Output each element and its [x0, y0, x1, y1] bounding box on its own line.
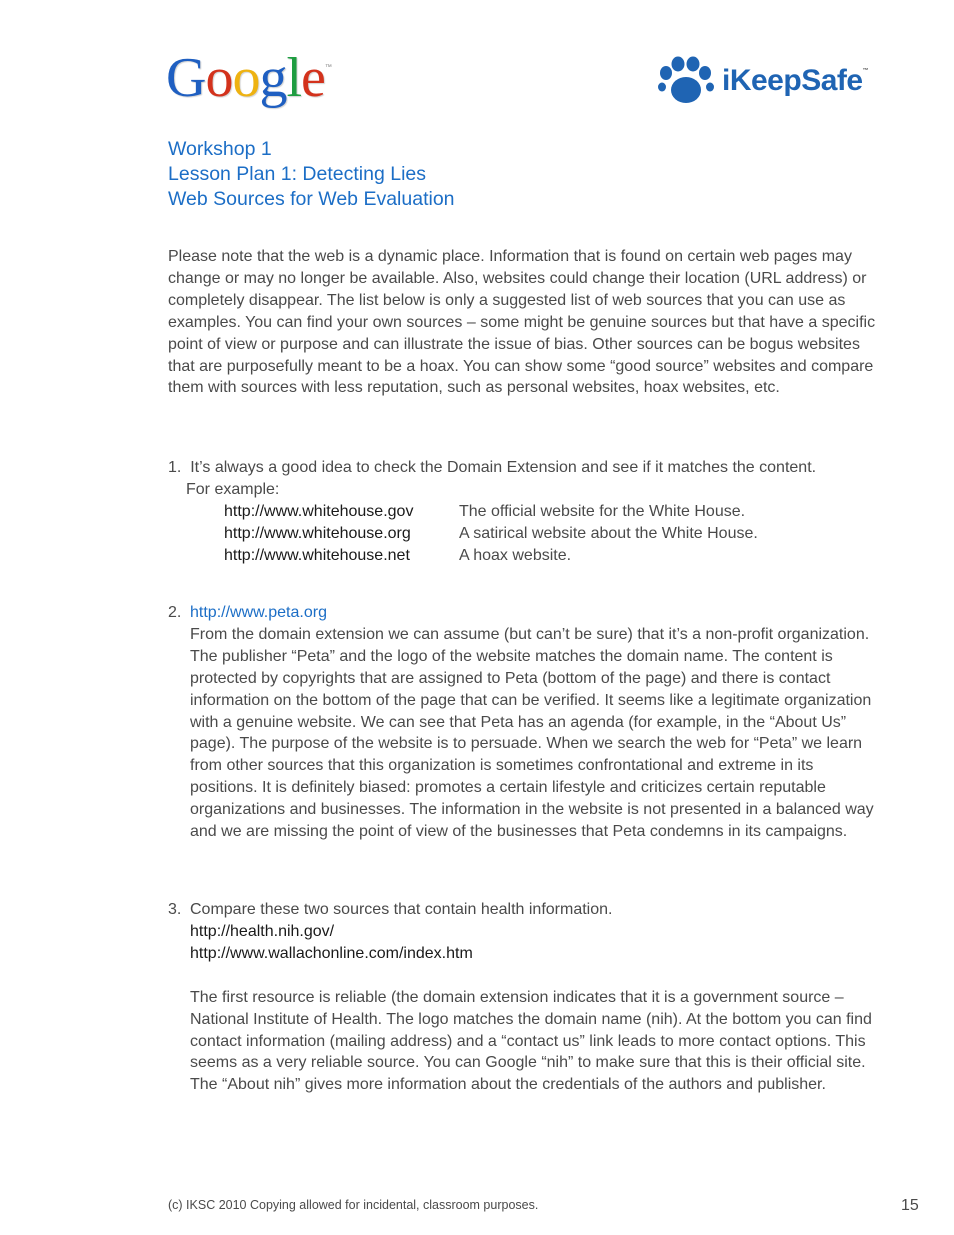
lesson-heading — [168, 137, 455, 212]
table-row — [224, 523, 758, 545]
example-url[interactable]: http://www.whitehouse.gov — [224, 502, 414, 520]
wallach-url[interactable]: http://www.wallachonline.com/index.htm — [190, 944, 473, 962]
item-number: 3. — [168, 901, 182, 918]
example-url[interactable]: http://www.whitehouse.org — [224, 524, 411, 542]
ikeepsafe-wordmark: iKeepSafe — [722, 64, 863, 97]
nih-url[interactable]: http://health.nih.gov/ — [190, 922, 335, 940]
item-body: From the domain extension we can assume (but can’t be sure) that it’s a non-profit organization. The publisher “Peta” and the logo of the website matches the domain name. The content is protected by copyrights that are assigned to Peta (bottom of the page) and there is contact information on the bottom of the page that can be verified. It seems like a legitimate organization with a genuine website. We can see that Peta has an agenda (for example, in the “About Us” page). The purpose of the website is to persuade. When we search the web for “Peta” we learn from other sources that this organization is sometimes confrontational and extreme in its positions. It is definitely biased: promotes a certain lifestyle and criticizes certain reputable organizations and businesses. The information in the website is not presented in a balanced way and we are missing the point of view of the businesses that Peta condemns in its campaigns. — [190, 625, 874, 841]
table-row — [224, 501, 758, 523]
ikeepsafe-logo: iKeepSafe™ — [656, 56, 868, 106]
item-number: 2. — [168, 604, 182, 621]
example-desc: A hoax website. — [459, 546, 572, 564]
page-number: 15 — [901, 1197, 919, 1214]
list-item-2 — [168, 602, 884, 843]
google-logo: Google™ — [166, 47, 331, 109]
intro-paragraph: Please note that the web is a dynamic place. Information that is found on certain web pages may change or may no longer be available. Also, websites could change their location (URL address) or completely disappear. The list below is only a suggested list of web sources that you can use as examples. You can find your own sources – some might be genuine sources but that have a specific point of view or purpose and can illustrate the issue of bias. Other sources can be bogus websites that are purposefully meant to be a hoax. You can show some “good source” websites and compare them with sources with less reputation, such as personal websites, hoax websites, etc. — [168, 248, 876, 397]
item-text: It’s always a good idea to check the Domain Extension and see if it matches the content. — [190, 459, 817, 476]
copyright-footer: (c) IKSC 2010 Copying allowed for incidental, classroom purposes. — [168, 1198, 539, 1212]
domain-example-table — [224, 501, 758, 567]
workshop-title: Workshop 1 — [168, 138, 272, 160]
peta-link[interactable]: http://www.peta.org — [190, 604, 327, 621]
example-desc: A satirical website about the White House. — [459, 524, 758, 542]
table-row — [224, 545, 758, 567]
lesson-title: Lesson Plan 1: Detecting Lies — [168, 163, 426, 185]
section-title: Web Sources for Web Evaluation — [168, 188, 455, 210]
item-followup: For example: — [186, 480, 280, 498]
example-url[interactable]: http://www.whitehouse.net — [224, 546, 410, 564]
example-desc: The official website for the White House. — [459, 502, 746, 520]
item-text: Compare these two sources that contain health information. — [190, 901, 613, 918]
item-body: The first resource is reliable (the domain extension indicates that it is a government source – National Institute of Health. The logo matches the domain name (nih). At the bottom you can find contact information (mailing address) and a “contact us” link leads to more contact options. This seems as a very reliable source. You can Google “nih” to make sure that this is their official site. The “About nih” gives more information about the credentials of the authors and publisher. — [190, 988, 872, 1094]
list-item-3 — [168, 899, 884, 1096]
list-item-1 — [168, 457, 884, 567]
item-number: 1. — [168, 459, 182, 476]
paw-icon — [656, 56, 718, 106]
